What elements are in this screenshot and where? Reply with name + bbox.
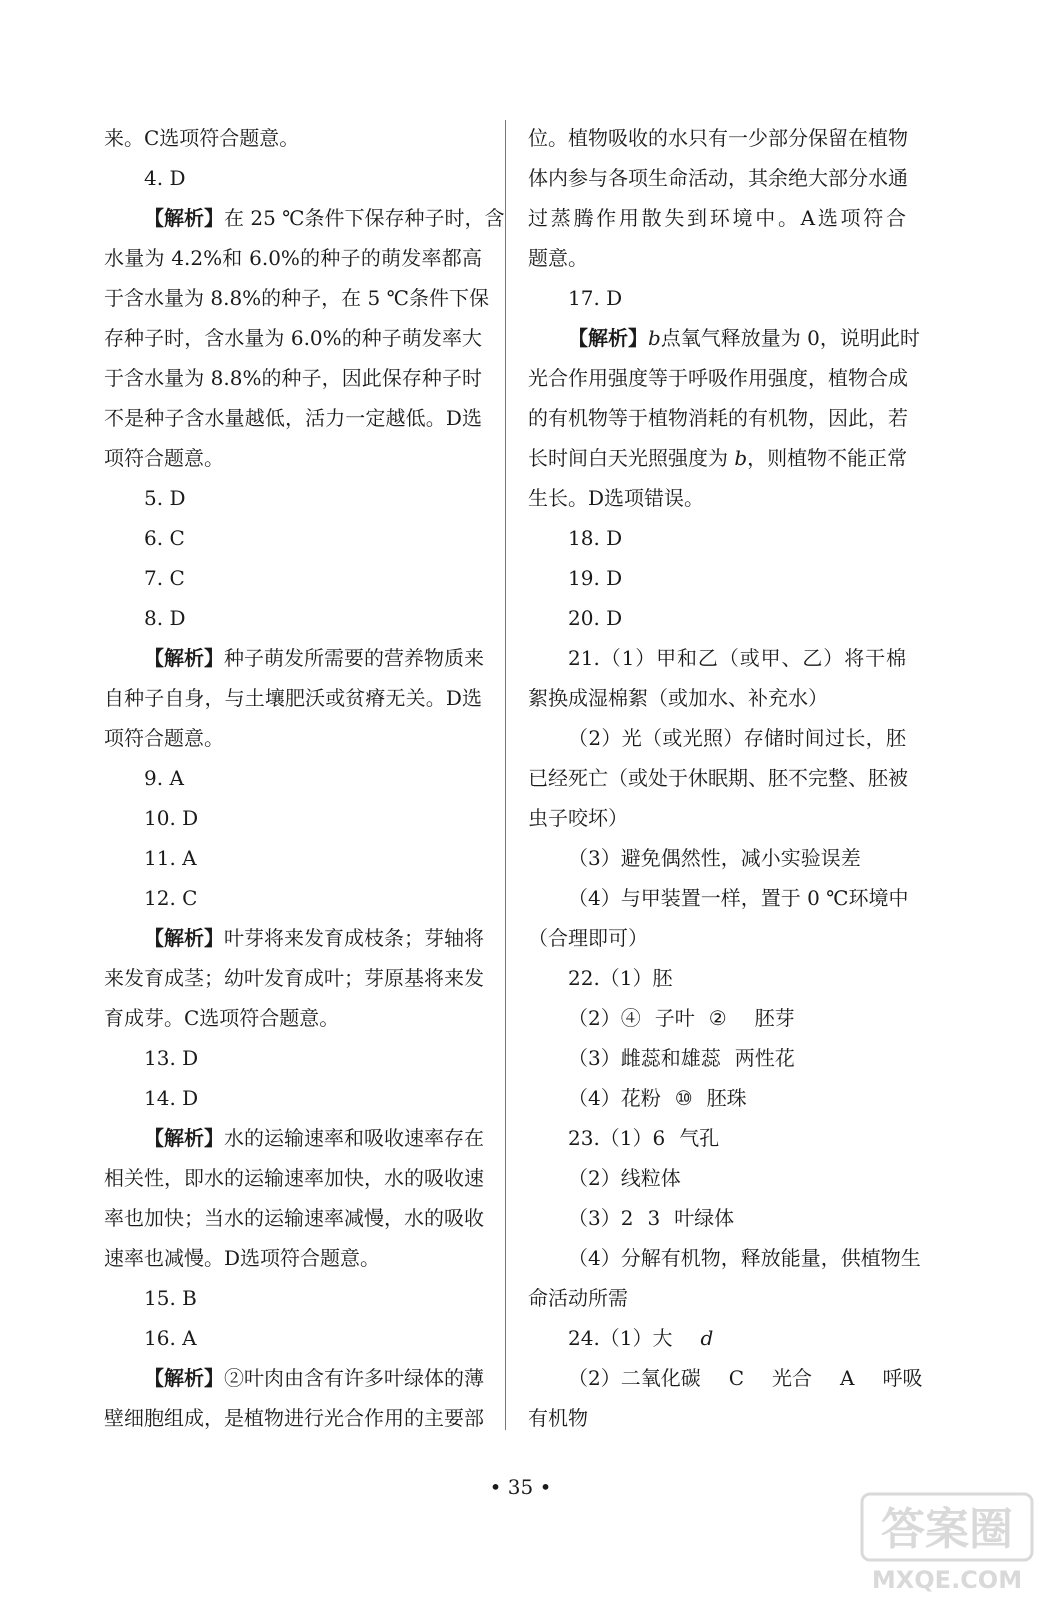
text-segment: ⑩: [674, 1086, 693, 1110]
text-line: 的有机物等于植物消耗的有机物，因此，若: [528, 406, 908, 430]
text-segment: 将干棉: [844, 646, 907, 670]
answer-10: 10. D: [144, 806, 199, 830]
answer-21-4: （4）与甲装置一样，置于 0 ℃环境中: [568, 886, 909, 910]
column-divider: [505, 120, 506, 1430]
text-line: 于含水量为 8.8%的种子，因此保存种子时: [104, 366, 482, 390]
answer-22-1: 22.（1）胚: [568, 966, 673, 990]
text-segment: （3）2: [568, 1206, 634, 1230]
watermark-logo: [858, 1488, 1036, 1596]
text-segment: （3）雌蕊和雄蕊: [568, 1046, 721, 1070]
text-line: 过蒸腾作用散失到环境中。A选项符合: [528, 206, 906, 230]
answer-16: 16. A: [144, 1326, 197, 1350]
answer-6: 6. C: [144, 526, 185, 550]
text-line: 育成芽。C选项符合题意。: [104, 1006, 340, 1030]
text-segment: ②: [708, 1006, 727, 1030]
text-line: 于含水量为 8.8%的种子，在 5 ℃条件下保: [104, 286, 489, 310]
text-segment: 气孔: [679, 1126, 720, 1150]
text-segment: 3: [647, 1206, 661, 1230]
answer-24-1: [528, 1318, 906, 1358]
text-segment: 叶绿体: [674, 1206, 735, 1230]
text-line: 来。C选项符合题意。: [104, 126, 300, 150]
text-segment: 21.（1）甲和乙（或甲、乙）: [568, 646, 845, 670]
text-line: 体内参与各项生命活动，其余绝大部分水通: [528, 166, 908, 190]
answer-23-2: （2）线粒体: [568, 1166, 681, 1190]
text-segment: 长时间白天光照强度为: [528, 446, 735, 470]
text-line: 项符合题意。: [104, 726, 224, 750]
answer-18: 18. D: [568, 526, 623, 550]
left-column: [104, 118, 505, 1438]
text-segment: 两性花: [734, 1046, 795, 1070]
text-line: 点氧气释放量为 0，说明此时: [660, 326, 920, 350]
analysis-tag: 【解析】: [144, 1126, 224, 1150]
answer-14: 14. D: [144, 1086, 199, 1110]
text-segment: 呼吸: [882, 1366, 923, 1390]
answer-24-2: [528, 1358, 923, 1398]
text-line: 生长。D选项错误。: [528, 486, 705, 510]
answer-12: 12. C: [144, 886, 198, 910]
text-line: 在 25 ℃条件下保存种子时，含: [224, 206, 505, 230]
text-segment: C: [728, 1366, 745, 1390]
answer-23-3: [528, 1198, 906, 1238]
variable-b: b: [734, 446, 748, 470]
answer-4: 4. D: [144, 166, 186, 190]
variable-b: b: [648, 326, 661, 350]
analysis-tag: 【解析】: [144, 1366, 224, 1390]
text-line: 有机物: [528, 1406, 588, 1430]
watermark-bottom-text: MXQE.COM: [871, 1566, 1023, 1594]
explanation-12: [104, 918, 482, 958]
explanation-17: [528, 318, 920, 358]
answer-21-3: （3）避免偶然性，减小实验误差: [568, 846, 861, 870]
text-line: 命活动所需: [528, 1286, 628, 1310]
answer-19: 19. D: [568, 566, 623, 590]
page-number: • 35 •: [489, 1475, 552, 1499]
answer-7: 7. C: [144, 566, 185, 590]
text-line: 自种子自身，与土壤肥沃或贫瘠无关。D选: [104, 686, 482, 710]
text-segment: （4）花粉: [568, 1086, 661, 1110]
answer-21-1: [528, 638, 906, 678]
text-line: 水量为 4.2%和 6.0%的种子的萌发率都高: [104, 246, 482, 270]
text-segment: 胚珠: [706, 1086, 747, 1110]
answer-23-4: （4）分解有机物，释放能量，供植物生: [568, 1246, 921, 1270]
answer-8: 8. D: [144, 606, 186, 630]
text-line: 叶芽将来发育成枝条；芽轴将: [224, 926, 484, 950]
text-line: 相关性，即水的运输速率加快，水的吸收速: [104, 1166, 484, 1190]
text-line: 速率也减慢。D选项符合题意。: [104, 1246, 381, 1270]
answer-22-3: [528, 1038, 906, 1078]
text-line: ②叶肉由含有许多叶绿体的薄: [224, 1366, 484, 1390]
answer-5: 5. D: [144, 486, 186, 510]
right-column: [528, 118, 923, 1438]
text-line: 题意。: [528, 246, 588, 270]
text-line: 位。植物吸收的水只有一少部分保留在植物: [528, 126, 908, 150]
watermark-top-text: 答案圈: [881, 1504, 1013, 1555]
explanation-8: [104, 638, 482, 678]
text-line: 水的运输速率和吸收速率存在: [224, 1126, 484, 1150]
text-segment: 光合: [772, 1366, 813, 1390]
text-line: 种子萌发所需要的营养物质来: [224, 646, 484, 670]
text-line: 来发育成茎；幼叶发育成叶；芽原基将来发: [104, 966, 484, 990]
answer-23-1: [528, 1118, 906, 1158]
text-line: [528, 438, 906, 478]
text-segment: 24.（1）大: [568, 1326, 673, 1350]
answer-9: 9. A: [144, 766, 184, 790]
answer-22-4: [528, 1078, 906, 1118]
text-line: 虫子咬坏）: [528, 806, 628, 830]
explanation-14: [104, 1118, 482, 1158]
text-line: 存种子时，含水量为 6.0%的种子萌发率大: [104, 326, 482, 350]
variable-d: d: [700, 1326, 714, 1350]
analysis-tag: 【解析】: [144, 926, 224, 950]
text-line: 光合作用强度等于呼吸作用强度，植物合成: [528, 366, 908, 390]
text-line: 不是种子含水量越低，活力一定越低。D选: [104, 406, 482, 430]
text-segment: （2）光（或光照）: [568, 726, 744, 750]
answer-20: 20. D: [568, 606, 623, 630]
explanation-16: [104, 1358, 482, 1398]
text-line: 絮换成湿棉絮（或加水、补充水）: [528, 686, 828, 710]
answer-13: 13. D: [144, 1046, 199, 1070]
answer-11: 11. A: [144, 846, 197, 870]
text-segment: 23.（1）6: [568, 1126, 666, 1150]
explanation-4: [104, 198, 505, 238]
text-segment: （2）④: [568, 1006, 641, 1030]
analysis-tag: 【解析】: [144, 646, 224, 670]
text-segment: 子叶: [654, 1006, 695, 1030]
text-segment: （2）二氧化碳: [568, 1366, 701, 1390]
text-line: 项符合题意。: [104, 446, 224, 470]
text-segment: 胚芽: [754, 1006, 795, 1030]
text-line: 率也加快；当水的运输速率减慢，水的吸收: [104, 1206, 484, 1230]
answer-22-2: [528, 998, 906, 1038]
text-segment: A: [840, 1366, 855, 1390]
analysis-tag: 【解析】: [144, 206, 224, 230]
analysis-tag: 【解析】: [568, 326, 648, 350]
answer-15: 15. B: [144, 1286, 197, 1310]
answer-17: 17. D: [568, 286, 623, 310]
text-line: 已经死亡（或处于休眠期、胚不完整、胚被: [528, 766, 908, 790]
text-line: （合理即可）: [528, 926, 648, 950]
text-line: 壁细胞组成，是植物进行光合作用的主要部: [104, 1406, 484, 1430]
text-segment: 存储时间过长，胚: [743, 726, 906, 750]
answer-21-2: [528, 718, 906, 758]
text-segment: ，则植物不能正常: [747, 446, 908, 470]
